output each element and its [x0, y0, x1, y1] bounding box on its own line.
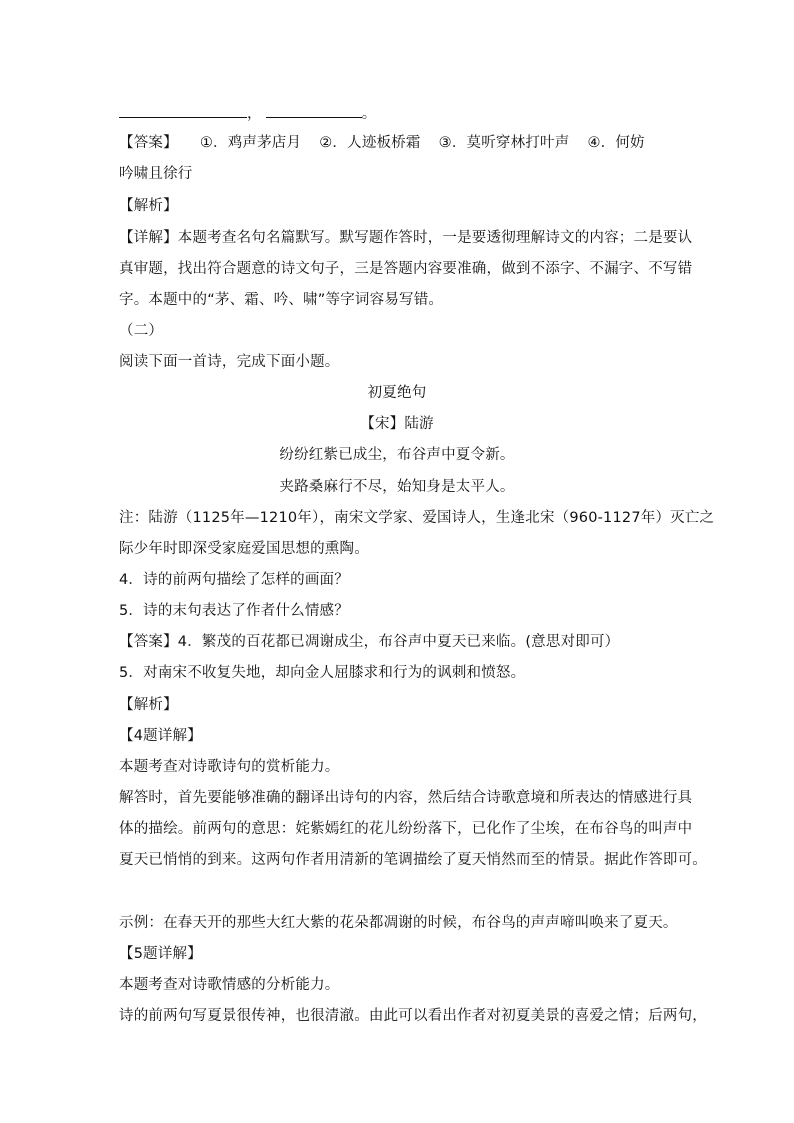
note-text: 际少年时即深受家庭爱国思想的熏陶。: [119, 541, 369, 557]
poem-line: 夹路桑麻行不尽，始知身是太平人。: [279, 479, 515, 495]
blank-underline: [119, 103, 247, 118]
answer1-row: [119, 133, 645, 153]
answer-item: ①．鸡声茅店月: [199, 135, 302, 151]
poem-line: 纷纷红紫已成尘，布谷声中夏令新。: [279, 447, 515, 463]
detail4-text: 体的描绘。前两句的意思：姹紫嫣红的花儿纷纷落下，已化作了尘埃，在布谷鸟的叫声中: [119, 821, 693, 837]
detail-text: 真审题，找出符合题意的诗文句子，三是答题内容要准确，做到不添字、不漏字、不写错: [119, 261, 693, 277]
analysis-label: 【解析】: [119, 697, 178, 713]
fill-blank-line: [119, 103, 376, 124]
detail4-label: 【4题详解】: [119, 728, 202, 744]
detail4-text: 夏天已悄悄的到来。这两句作者用清新的笔调描绘了夏天悄然而至的情景。据此作答即可。: [119, 852, 707, 868]
answer-item: ②．人迹板桥霜: [319, 135, 421, 151]
example-text: 示例：在春天开的那些大红大紫的花朵都凋谢的时候，布谷鸟的声声啼叫唤来了夏天。: [119, 915, 678, 931]
instruction-text: 阅读下面一首诗，完成下面小题。: [119, 354, 340, 370]
answer2-text: 【答案】4．繁茂的百花都已凋谢成尘，布谷声中夏天已来临。(意思对即可）: [119, 634, 620, 650]
detail4-text: 本题考查对诗歌诗句的赏析能力。: [119, 759, 340, 775]
question-4: 4．诗的前两句描绘了怎样的画面？: [119, 572, 349, 588]
comma: ，: [247, 106, 262, 122]
detail-text: 字。本题中的“茅、霜、吟、啸”等字词容易写错。: [119, 292, 444, 308]
question-5: 5．诗的末句表达了作者什么情感？: [119, 603, 349, 619]
answer-label: 【答案】: [119, 135, 178, 151]
detail4-text: 解答时，首先要能够准确的翻译出诗句的内容，然后结合诗歌意境和所表达的情感进行具: [119, 790, 693, 806]
poem-author: 【宋】陆游: [360, 416, 434, 432]
poem-title: 初夏绝句: [367, 385, 427, 401]
detail5-text: 本题考查对诗歌情感的分析能力。: [119, 977, 340, 993]
detail5-label: 【5题详解】: [119, 946, 202, 962]
blank-underline: [266, 103, 362, 118]
note-text: 注：陆游（1125年—1210年），南宋文学家、爱国诗人，生逢北宋（960-1127年）灭亡之: [119, 510, 715, 526]
answer2-text: 5．对南宋不收复失地，却向金人屈膝求和行为的讽刺和愤怒。: [119, 665, 526, 681]
detail5-text: 诗的前两句写夏景很传神，也很清澈。由此可以看出作者对初夏美景的喜爱之情；后两句，: [119, 1008, 707, 1024]
detail-text: 【详解】本题考查名句名篇默写。默写题作答时，一是要透彻理解诗文的内容；二是要认: [119, 230, 693, 246]
answer1-continuation: 吟啸且徐行: [119, 166, 193, 182]
answer-item: ④．何妨: [587, 135, 645, 151]
answer-item: ③．莫听穿林打叶声: [438, 135, 570, 151]
period: 。: [361, 106, 377, 122]
section-heading: （二）: [119, 323, 164, 339]
analysis-label: 【解析】: [119, 198, 178, 214]
